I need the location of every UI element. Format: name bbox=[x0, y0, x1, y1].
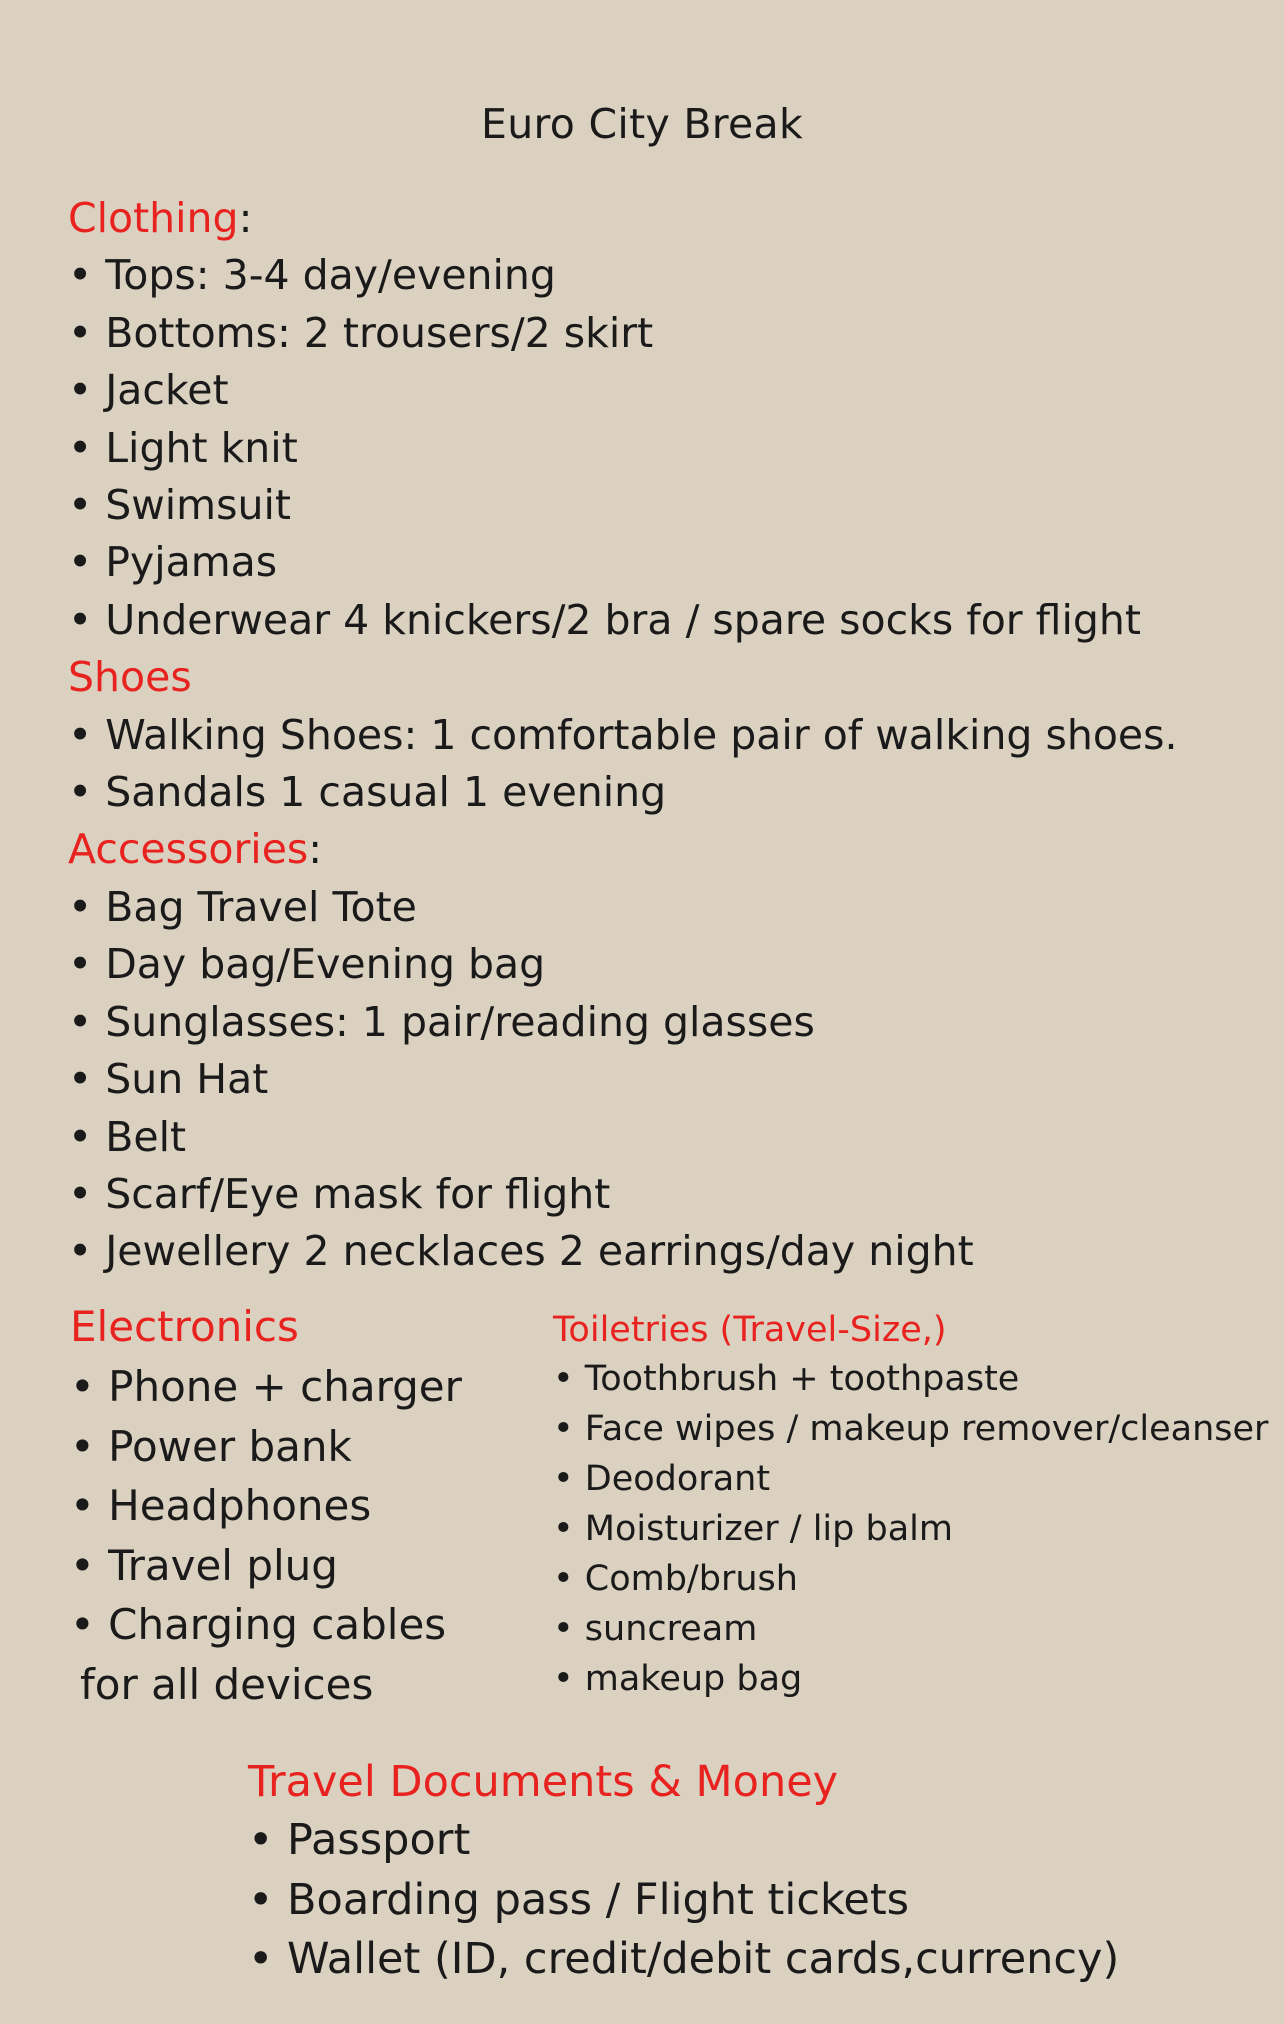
accessories-heading-colon: : bbox=[308, 825, 323, 874]
toiletries-item-toothbrush: • Toothbrush + toothpaste bbox=[553, 1359, 1020, 1399]
toiletries-item-comb: • Comb/brush bbox=[553, 1559, 798, 1599]
electronics-item-power-bank: • Power bank bbox=[70, 1421, 352, 1471]
clothing-item-bottoms: • Bottoms: 2 trousers/2 skirt bbox=[68, 308, 654, 357]
accessories-item-jewellery: • Jewellery 2 necklaces 2 earrings/day night bbox=[68, 1227, 974, 1276]
shoes-heading: Shoes bbox=[68, 653, 192, 702]
accessories-item-bag: • Bag Travel Tote bbox=[68, 882, 417, 931]
clothing-heading-colon: : bbox=[238, 194, 253, 242]
accessories-item-sunglasses: • Sunglasses: 1 pair/reading glasses bbox=[68, 997, 815, 1046]
documents-section bbox=[248, 1753, 1119, 1990]
clothing-item-underwear: • Underwear 4 knickers/2 bra / spare socks for flight bbox=[68, 595, 1141, 644]
electronics-item-headphones: • Headphones bbox=[70, 1481, 372, 1530]
accessories-heading-label: Accessories bbox=[68, 825, 309, 874]
documents-heading: Travel Documents & Money bbox=[248, 1757, 839, 1807]
accessories-item-day-bag: • Day bag/Evening bag bbox=[68, 940, 546, 989]
clothing-item-light-knit: • Light knit bbox=[68, 423, 298, 472]
documents-item-boarding-pass: • Boarding pass / Flight tickets bbox=[248, 1874, 910, 1925]
electronics-item-travel-plug: • Travel plug bbox=[70, 1540, 338, 1590]
accessories-item-belt: • Belt bbox=[68, 1112, 187, 1161]
toiletries-section bbox=[553, 1306, 1268, 1704]
accessories-item-scarf: • Scarf/Eye mask for flight bbox=[68, 1169, 611, 1218]
shoes-item-sandals: • Sandals 1 casual 1 evening bbox=[68, 768, 667, 817]
documents-item-wallet: • Wallet (ID, credit/debit cards,currency) bbox=[248, 1934, 1120, 1984]
electronics-section bbox=[70, 1297, 462, 1714]
electronics-item-cables-continuation: for all devices bbox=[80, 1659, 374, 1709]
shoes-item-walking: • Walking Shoes: 1 comfortable pair of walking shoes. bbox=[68, 710, 1178, 759]
clothing-item-jacket: • Jacket bbox=[68, 366, 229, 415]
clothing-item-tops: • Tops: 3-4 day/evening bbox=[68, 251, 556, 300]
clothing-heading-label: Clothing bbox=[68, 194, 239, 242]
documents-item-passport: • Passport bbox=[248, 1815, 471, 1865]
electronics-item-cables: • Charging cables bbox=[70, 1600, 447, 1649]
accessories-heading bbox=[68, 821, 1178, 878]
accessories-item-sun-hat: • Sun Hat bbox=[68, 1055, 269, 1104]
toiletries-item-deodorant: • Deodorant bbox=[553, 1459, 771, 1499]
clothing-item-swimsuit: • Swimsuit bbox=[68, 481, 291, 530]
toiletries-heading: Toiletries (Travel-Size,) bbox=[553, 1310, 947, 1350]
toiletries-item-makeup-bag: • makeup bag bbox=[553, 1659, 803, 1699]
toiletries-item-face-wipes: • Face wipes / makeup remover/cleanser bbox=[553, 1409, 1269, 1449]
page-title: Euro City Break bbox=[480, 100, 804, 148]
toiletries-item-moisturizer: • Moisturizer / lip balm bbox=[553, 1509, 953, 1549]
toiletries-item-suncream: • suncream bbox=[553, 1609, 758, 1649]
electronics-heading: Electronics bbox=[70, 1302, 299, 1351]
clothing-heading bbox=[68, 190, 1178, 247]
clothing-item-pyjamas: • Pyjamas bbox=[68, 538, 278, 587]
electronics-item-phone: • Phone + charger bbox=[70, 1362, 462, 1411]
main-list bbox=[68, 190, 1178, 1281]
